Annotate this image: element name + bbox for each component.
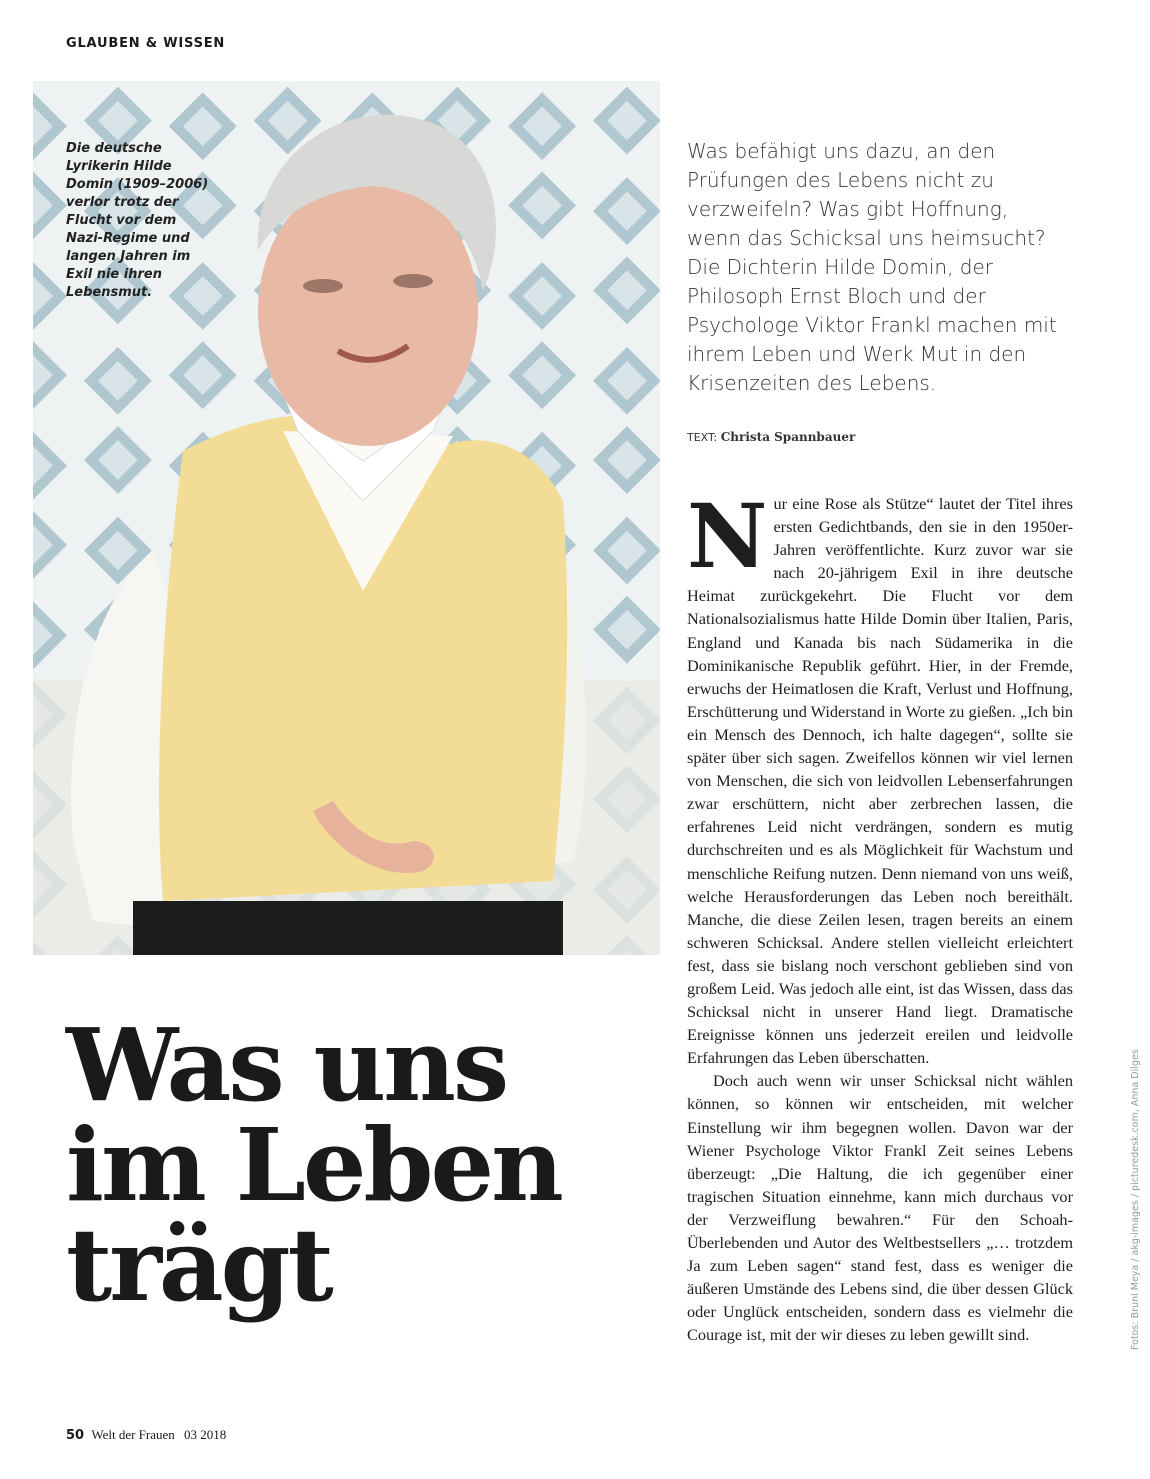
article-body: [687, 484, 1073, 1346]
page-footer: [66, 1427, 226, 1443]
magazine-name: Welt der Frauen: [91, 1427, 175, 1442]
headline-line-3: trägt: [66, 1206, 331, 1324]
photo-caption: Die deutsche Lyrikerin Hilde Domin (1909–2006) verlor trotz der Flucht vor dem Nazi-Regime und langen Jahren im Exil nie ihren Lebensmut.: [66, 141, 209, 300]
issue-label: 03 2018: [184, 1427, 227, 1442]
byline: [687, 430, 855, 444]
headline: [66, 1006, 561, 1324]
page-number: 50: [66, 1428, 85, 1443]
headline-line-1: Was uns: [66, 1006, 507, 1124]
byline-label: TEXT:: [687, 431, 718, 444]
intro-text: Was befähigt uns dazu, an den Prüfungen des Lebens nicht zu verzweifeln? Was gibt Hoffnung, wenn das Schicksal uns heimsucht? Die Dichterin Hilde Domin, der Philosoph Ernst Bloch und der Psychologe Viktor Frankl machen mit ihrem Leben und Werk Mut in den Krisenzeiten des Lebens.: [687, 139, 1057, 395]
body-paragraph-1-text: ur eine Rose als Stütze“ lautet der Titel ihres ersten Gedichtbands, den sie in den 1950er-Jahren veröffentlichte. Kurz zuvor war sie nach 20-jährigem Exil in ihre deutsche Heimat zurückgekehrt. Die Flucht vor dem Nationalsozialismus hatte Hilde Domin über Italien, Paris, England und Kanada bis nach Südamerika in die Dominikanische Republik geführt. Hier, in der Fremde, erwuchs der Heimatlosen die Kraft, Verlust und Hoffnung, Erschütterung und Widerstand in Worte zu gießen. „Ich bin ein Mensch des Dennoch, ich halte dagegen“, sollte sie später über sich sagen. Zweifellos können wir viel lernen von Menschen, die sich von leidvollen Lebenserfahrungen zwar erschüttern, nicht aber zerbrechen lassen, die erfahrenes Leid nicht verdrängen, sondern es mutig durchschreiten und es als Möglichkeit für Wachstum und menschliche Reifung nutzen. Denn niemand von uns weiß, welche Herausforderungen das Leben noch bereithält. Manche, die diese Zeilen lesen, tragen bereits an einem schweren Schicksal. Andere stellen vielleicht erleichtert fest, dass sie bislang noch verschont geblieben sind von großem Leid. Was jedoch alle eint, ist das Wissen, dass das Schicksal nicht in unserer Hand liegt. Dramatische Ereignisse können uns jederzeit ereilen und leidvolle Erfahrungen das Leben überschatten.: [687, 494, 1073, 1068]
body-paragraph: [687, 484, 1073, 1069]
body-paragraph-2: Doch auch wenn wir unser Schicksal nicht wählen können, so können wir entscheiden, mit welcher Einstellung wir ihm begegnen wollen. Davon war der Wiener Psychologe Viktor Frankl Zeit seines Lebens überzeugt: „Die Haltung, die ich gegenüber einer tragischen Situation einnehme, kann mich durchaus vor der Verzweiflung bewahren.“ Für den Schoah-Überlebenden und Autor des Weltbestsellers „… trotzdem Ja zum Leben sagen“ stand fest, dass es weniger die äußeren Umstände des Lebens sind, die über dessen Glück oder Unglück entscheiden, sondern dass es vielmehr die Courage ist, mit der wir dieses zu leben gewillt sind.: [687, 1071, 1073, 1345]
headline-line-2: im Leben: [66, 1106, 561, 1224]
drop-cap: N: [687, 484, 768, 588]
photo-credit: Fotos: Bruni Meya / akg-images / picturedesk.com, Anna Dilges: [1130, 1049, 1141, 1350]
section-label: GLAUBEN & WISSEN: [66, 36, 226, 51]
byline-author: Christa Spannbauer: [720, 430, 856, 444]
